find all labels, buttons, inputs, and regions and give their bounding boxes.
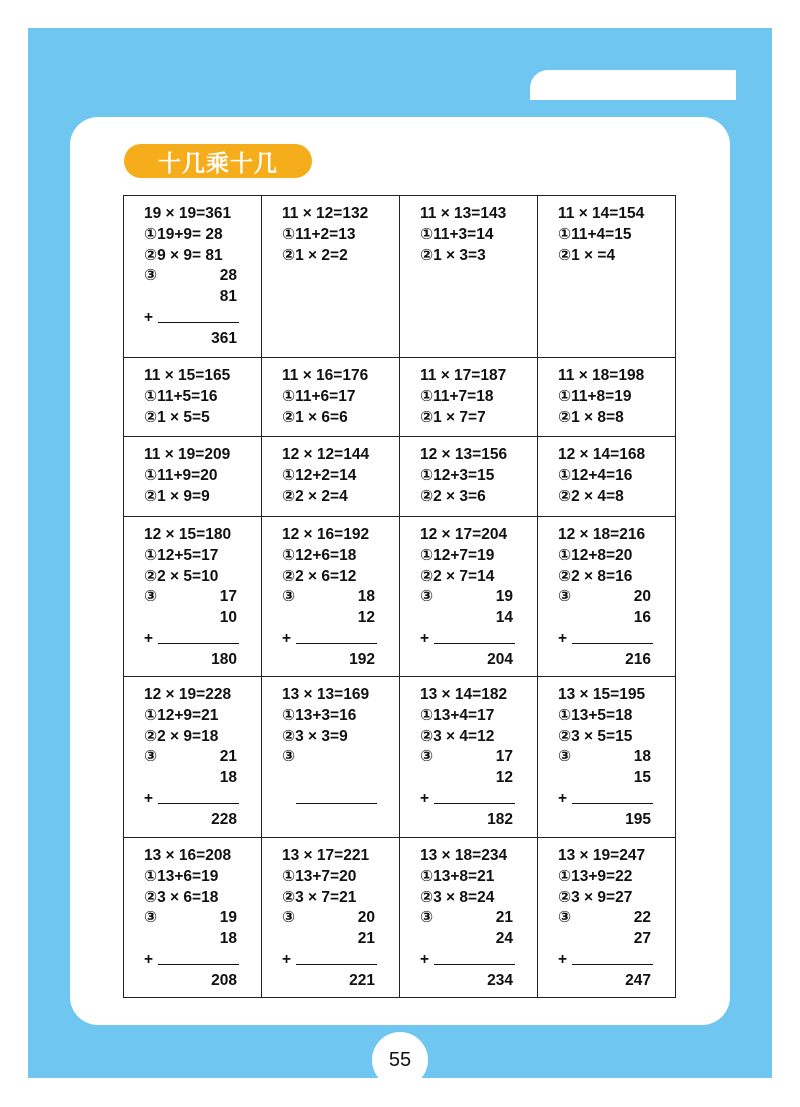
grid-row <box>124 437 676 517</box>
grid-cell <box>124 437 262 517</box>
grid-cell <box>262 437 400 517</box>
grid-row <box>124 838 676 998</box>
sum-line <box>282 950 399 971</box>
grid-cell <box>262 517 400 677</box>
step-three <box>144 747 261 768</box>
step-three <box>144 587 261 608</box>
grid-cell <box>538 358 676 437</box>
step-one: ①12+9=21 <box>144 706 219 724</box>
addend-two: 21 <box>357 930 375 948</box>
addend-two <box>282 768 399 789</box>
step-two: ②2 × 6=12 <box>282 567 357 585</box>
sum-rule <box>572 643 653 644</box>
addend-two: 15 <box>633 769 651 787</box>
equation: 11 × 16=176 <box>282 367 369 384</box>
step-one: ①11+8=19 <box>558 387 632 405</box>
step-three-marker: ③ <box>144 748 158 766</box>
addend-two: 24 <box>495 930 513 948</box>
addend-one: 20 <box>357 909 375 927</box>
equation: 13 × 17=221 <box>282 847 370 864</box>
step-three-marker: ③ <box>282 748 296 766</box>
grid-cell <box>400 838 538 998</box>
equation: 12 × 16=192 <box>282 526 370 543</box>
equation: 11 × 18=198 <box>558 367 645 384</box>
addend-one: 18 <box>357 588 375 606</box>
step-three-marker: ③ <box>282 588 296 606</box>
grid-cell <box>262 358 400 437</box>
step-one: ①11+7=18 <box>420 387 494 405</box>
step-three-marker: ③ <box>144 588 158 606</box>
addend-one: 22 <box>633 909 651 927</box>
problem-block <box>124 196 261 350</box>
sum-rule <box>296 964 377 965</box>
equation: 13 × 15=195 <box>558 686 646 703</box>
step-three <box>420 587 537 608</box>
plus-sign: + <box>420 789 430 807</box>
equation: 11 × 15=165 <box>144 367 231 384</box>
step-two: ②1 × 7=7 <box>420 408 486 426</box>
step-three-marker: ③ <box>558 909 572 927</box>
sum-line <box>144 789 261 810</box>
step-two: ②3 × 5=15 <box>558 727 633 745</box>
step-two: ②3 × 3=9 <box>282 727 348 745</box>
grid-cell <box>538 677 676 838</box>
step-two: ②1 × 5=5 <box>144 408 210 426</box>
sum-line <box>558 629 675 650</box>
plus-sign: + <box>144 789 154 807</box>
step-one: ①13+5=18 <box>558 706 633 724</box>
step-three <box>282 587 399 608</box>
sum-total: 361 <box>211 329 237 347</box>
step-two: ②9 × 9= 81 <box>144 246 223 264</box>
step-two: ②1 × 8=8 <box>558 408 624 426</box>
addend-one: 21 <box>495 909 513 927</box>
grid-row <box>124 358 676 437</box>
problem-block <box>538 838 675 992</box>
problem-block <box>538 437 675 507</box>
step-one: ①12+5=17 <box>144 546 219 564</box>
equation: 12 × 13=156 <box>420 446 508 463</box>
problem-block <box>262 358 399 428</box>
grid-cell <box>400 437 538 517</box>
problem-block <box>262 437 399 507</box>
step-two: ②3 × 6=18 <box>144 888 219 906</box>
step-one: ①11+3=14 <box>420 225 494 243</box>
sum-total: 204 <box>487 650 513 668</box>
plus-sign: + <box>420 950 430 968</box>
step-one: ①13+3=16 <box>282 706 357 724</box>
addend-one: 19 <box>495 588 513 606</box>
equation: 13 × 13=169 <box>282 686 370 703</box>
plus-sign: + <box>144 629 154 647</box>
header-tab-strip <box>530 70 736 100</box>
equation: 13 × 19=247 <box>558 847 646 864</box>
step-three-marker: ③ <box>420 748 434 766</box>
multiplication-grid <box>123 195 676 998</box>
addend-two: 27 <box>633 930 651 948</box>
step-two: ②3 × 8=24 <box>420 888 495 906</box>
problem-block <box>400 358 537 428</box>
step-three <box>282 747 399 768</box>
equation: 12 × 17=204 <box>420 526 508 543</box>
addend-one: 18 <box>633 748 651 766</box>
sum-line <box>282 789 399 810</box>
addend-two: 12 <box>495 769 513 787</box>
step-three-marker: ③ <box>144 909 158 927</box>
step-one: ①12+6=18 <box>282 546 357 564</box>
equation: 12 × 19=228 <box>144 686 232 703</box>
step-two: ②1 × =4 <box>558 246 616 264</box>
sum-rule <box>296 803 377 804</box>
step-two: ②2 × 5=10 <box>144 567 219 585</box>
step-one: ①11+4=15 <box>558 225 632 243</box>
grid-cell <box>538 517 676 677</box>
sum-line <box>558 789 675 810</box>
step-three <box>558 908 675 929</box>
grid-cell <box>124 677 262 838</box>
sum-rule <box>296 643 377 644</box>
problem-block <box>538 677 675 831</box>
sum-rule <box>158 643 239 644</box>
addend-two: 12 <box>357 609 375 627</box>
addend-two: 14 <box>495 609 513 627</box>
sum-rule <box>434 643 515 644</box>
problem-block <box>124 358 261 428</box>
grid-cell <box>538 838 676 998</box>
step-one: ①19+9= 28 <box>144 225 223 243</box>
step-one: ①13+6=19 <box>144 867 219 885</box>
problem-block <box>262 838 399 992</box>
plus-sign: + <box>144 950 154 968</box>
step-three-marker: ③ <box>282 909 296 927</box>
step-one: ①11+9=20 <box>144 466 218 484</box>
step-two: ②1 × 9=9 <box>144 487 210 505</box>
grid-cell <box>262 196 400 358</box>
grid-cell <box>124 838 262 998</box>
step-one: ①11+2=13 <box>282 225 356 243</box>
sum-total: 182 <box>487 810 513 828</box>
grid-cell <box>400 677 538 838</box>
grid-cell <box>400 358 538 437</box>
step-two: ②2 × 4=8 <box>558 487 624 505</box>
problem-block <box>124 517 261 671</box>
step-one: ①12+8=20 <box>558 546 633 564</box>
sum-line <box>420 950 537 971</box>
step-three <box>558 587 675 608</box>
step-three <box>144 266 261 287</box>
grid-cell <box>124 358 262 437</box>
step-three-marker: ③ <box>144 267 158 285</box>
sum-line <box>144 950 261 971</box>
problem-block <box>400 838 537 992</box>
step-one: ①12+7=19 <box>420 546 495 564</box>
equation: 11 × 14=154 <box>558 205 645 222</box>
problem-block <box>538 517 675 671</box>
problem-block <box>400 196 537 266</box>
sum-total <box>282 810 399 831</box>
problem-block <box>538 196 675 266</box>
sum-total: 234 <box>487 971 513 989</box>
equation: 12 × 18=216 <box>558 526 646 543</box>
problem-block <box>124 437 261 507</box>
step-one: ①13+8=21 <box>420 867 495 885</box>
step-two: ②1 × 3=3 <box>420 246 486 264</box>
plus-sign: + <box>558 789 568 807</box>
addend-one: 20 <box>633 588 651 606</box>
grid-row <box>124 196 676 358</box>
sum-total: 192 <box>349 650 375 668</box>
addend-one: 17 <box>219 588 237 606</box>
equation: 13 × 14=182 <box>420 686 508 703</box>
problem-block <box>124 677 261 831</box>
plus-sign: + <box>282 629 292 647</box>
grid-cell <box>538 196 676 358</box>
step-two: ②2 × 3=6 <box>420 487 486 505</box>
step-three-marker: ③ <box>420 909 434 927</box>
step-three-marker: ③ <box>558 748 572 766</box>
sum-total: 221 <box>349 971 375 989</box>
equation: 12 × 12=144 <box>282 446 370 463</box>
page-number: 55 <box>372 1032 428 1088</box>
plus-sign: + <box>420 629 430 647</box>
equation: 13 × 16=208 <box>144 847 232 864</box>
step-two: ②1 × 6=6 <box>282 408 348 426</box>
addend-two: 18 <box>219 769 237 787</box>
sum-rule <box>158 964 239 965</box>
sum-rule <box>434 803 515 804</box>
sum-line <box>420 789 537 810</box>
step-one: ①13+4=17 <box>420 706 495 724</box>
step-one: ①13+7=20 <box>282 867 357 885</box>
step-one: ①12+2=14 <box>282 466 357 484</box>
addend-one: 19 <box>219 909 237 927</box>
plus-sign: + <box>558 950 568 968</box>
sum-total: 216 <box>625 650 651 668</box>
problem-block <box>262 517 399 671</box>
equation: 11 × 12=132 <box>282 205 369 222</box>
problem-block <box>400 677 537 831</box>
step-three <box>282 908 399 929</box>
equation: 12 × 14=168 <box>558 446 646 463</box>
sum-total: 195 <box>625 810 651 828</box>
equation: 19 × 19=361 <box>144 205 232 222</box>
sum-rule <box>434 964 515 965</box>
step-one: ①11+6=17 <box>282 387 356 405</box>
step-two: ②3 × 7=21 <box>282 888 357 906</box>
grid-cell <box>400 196 538 358</box>
sum-total: 228 <box>211 810 237 828</box>
sum-rule <box>158 322 239 323</box>
sum-line <box>420 629 537 650</box>
equation: 11 × 17=187 <box>420 367 507 384</box>
step-two: ②1 × 2=2 <box>282 246 348 264</box>
grid-row <box>124 677 676 838</box>
addend-two: 81 <box>219 288 237 306</box>
grid-cell <box>124 196 262 358</box>
step-three <box>420 747 537 768</box>
sum-rule <box>572 803 653 804</box>
sum-total: 180 <box>211 650 237 668</box>
problem-block <box>400 437 537 507</box>
addend-two: 10 <box>219 609 237 627</box>
step-three <box>144 908 261 929</box>
plus-sign: + <box>282 950 292 968</box>
addend-two: 16 <box>633 609 651 627</box>
step-one: ①12+4=16 <box>558 466 633 484</box>
sum-total: 208 <box>211 971 237 989</box>
problem-block <box>262 196 399 266</box>
addend-one: 17 <box>495 748 513 766</box>
grid-cell <box>124 517 262 677</box>
grid-row <box>124 517 676 677</box>
equation: 11 × 19=209 <box>144 446 231 463</box>
step-two: ②2 × 7=14 <box>420 567 495 585</box>
sum-total: 247 <box>625 971 651 989</box>
step-three <box>420 908 537 929</box>
sum-rule <box>572 964 653 965</box>
step-one: ①12+3=15 <box>420 466 495 484</box>
problem-block <box>538 358 675 428</box>
addend-one: 21 <box>219 748 237 766</box>
grid-cell <box>262 838 400 998</box>
step-two: ②2 × 2=4 <box>282 487 348 505</box>
sum-line <box>558 950 675 971</box>
sum-rule <box>158 803 239 804</box>
plus-sign: + <box>144 308 154 326</box>
step-one: ①11+5=16 <box>144 387 218 405</box>
grid-cell <box>400 517 538 677</box>
step-two: ②3 × 4=12 <box>420 727 495 745</box>
sum-line <box>282 629 399 650</box>
step-two: ②3 × 9=27 <box>558 888 633 906</box>
problem-block <box>262 677 399 831</box>
step-one: ①13+9=22 <box>558 867 633 885</box>
step-two: ②2 × 9=18 <box>144 727 219 745</box>
step-three-marker: ③ <box>558 588 572 606</box>
problem-block <box>124 838 261 992</box>
equation: 11 × 13=143 <box>420 205 507 222</box>
sum-line <box>144 629 261 650</box>
problem-block <box>400 517 537 671</box>
plus-sign: + <box>558 629 568 647</box>
grid-cell <box>538 437 676 517</box>
section-title: 十几乘十几 <box>124 144 312 178</box>
equation: 13 × 18=234 <box>420 847 508 864</box>
sum-line <box>144 308 261 329</box>
step-two: ②2 × 8=16 <box>558 567 633 585</box>
addend-one: 28 <box>219 267 237 285</box>
equation: 12 × 15=180 <box>144 526 232 543</box>
grid-cell <box>262 677 400 838</box>
addend-two: 18 <box>219 930 237 948</box>
step-three <box>558 747 675 768</box>
step-three-marker: ③ <box>420 588 434 606</box>
